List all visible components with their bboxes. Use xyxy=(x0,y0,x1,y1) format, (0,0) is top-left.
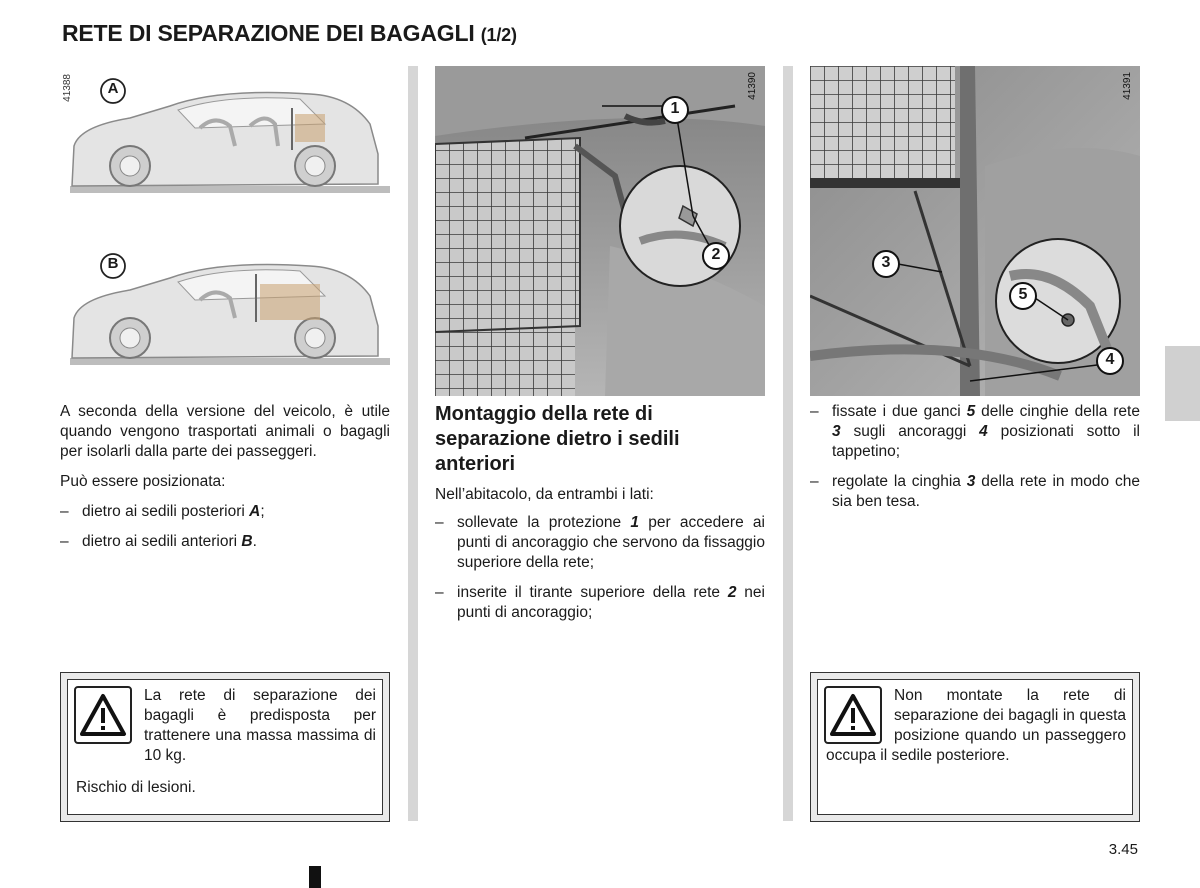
figure-ref-number: 41391 xyxy=(1122,72,1133,100)
warning-box xyxy=(810,672,1140,822)
list-item xyxy=(810,472,1140,512)
list-item-text xyxy=(82,502,390,522)
figure-ref-number: 41390 xyxy=(747,72,758,100)
list-item-end: per accedere ai punti di ancoraggio che servono da fissaggio superiore della rete; xyxy=(457,514,766,571)
net-upper-anchor-illustration xyxy=(435,66,765,396)
list-item-ref: 4 xyxy=(979,423,988,440)
list-item-ref: 3 xyxy=(832,423,841,440)
warning-text-body: Non montate la rete di separazione dei bagagli in questa posizione quando un passeggero occupa il sedile posteriore. xyxy=(826,687,1126,764)
callout-5: 5 xyxy=(1018,286,1028,303)
warning-text: La rete di separazione dei bagagli è predisposta per trattenere una massa massima di 10 kg. xyxy=(144,687,376,764)
warning-triangle-icon xyxy=(74,686,132,744)
list-item-end: della rete in modo che sia ben tesa. xyxy=(832,473,1140,510)
list-item-end: posizionati sotto il tappetino; xyxy=(832,423,1140,460)
list-item-text xyxy=(457,583,765,623)
page-title-text: RETE DI SEPARAZIONE DEI BAGAGLI xyxy=(62,20,475,46)
list-item-end: nei punti di ancoraggio; xyxy=(457,584,765,621)
figure-ref-number: 41388 xyxy=(62,74,73,102)
car-illustrations xyxy=(60,66,390,376)
list-item-body: sugli ancoraggi xyxy=(840,423,980,440)
list-item xyxy=(435,583,765,623)
list-dash: – xyxy=(810,403,819,420)
figure-label-b: B xyxy=(107,255,119,272)
list-item-body: regolate la cinghia xyxy=(832,473,967,490)
column-divider xyxy=(783,66,793,821)
list-dash: – xyxy=(60,503,69,520)
callout-4: 4 xyxy=(1105,351,1115,368)
column-2-text xyxy=(435,402,765,623)
list-item xyxy=(60,502,390,522)
list-item-text xyxy=(832,402,1140,462)
net-strap-anchor-illustration xyxy=(810,66,1140,396)
list-item-end: . xyxy=(252,533,257,550)
list-item-ref: B xyxy=(241,533,253,550)
list-dash: – xyxy=(60,533,69,550)
list-dash: – xyxy=(435,514,444,531)
list-item-end: ; xyxy=(260,503,265,520)
list-item-text xyxy=(832,472,1140,512)
list-item-body: dietro ai sedili anteriori xyxy=(82,533,242,550)
figure-label-a: A xyxy=(107,80,119,97)
page-title-part: (1/2) xyxy=(480,25,517,45)
list-item-body: inserite il tirante superiore della rete xyxy=(457,584,728,601)
list-item-ref: 1 xyxy=(630,514,640,531)
list-item-body: dietro ai sedili posteriori xyxy=(82,503,250,520)
warning-inner xyxy=(817,679,1133,815)
column-divider xyxy=(408,66,418,821)
warning-risk: Rischio di lesioni. xyxy=(76,779,196,796)
section-heading: Montaggio della rete di separazione dietro i sedili anteriori xyxy=(435,403,680,475)
column-3-text xyxy=(810,402,1140,512)
list-item-ref: 3 xyxy=(966,473,976,490)
net-strap-anchor-photo xyxy=(810,66,1140,396)
vehicle-positions-figure xyxy=(60,66,390,376)
list-item xyxy=(810,402,1140,462)
net-upper-anchor-photo xyxy=(435,66,765,396)
column-1-text xyxy=(60,402,390,552)
warning-text xyxy=(826,686,1126,766)
page-title xyxy=(62,20,517,47)
warning-box xyxy=(60,672,390,822)
list-item-body: fissate i due ganci xyxy=(832,403,967,420)
position-intro: Può essere posizionata: xyxy=(60,473,226,490)
callout-3: 3 xyxy=(881,254,891,271)
callout-2: 2 xyxy=(711,246,721,263)
list-item-body: delle cinghie della rete xyxy=(975,403,1140,420)
page-number: 3.45 xyxy=(1108,841,1138,858)
list-item-text xyxy=(82,532,390,552)
list-dash: – xyxy=(435,584,444,601)
section-intro: Nell’abitacolo, da entrambi i lati: xyxy=(435,486,654,503)
binding-mark xyxy=(309,866,321,888)
list-item-ref: 2 xyxy=(727,584,737,601)
intro-paragraph: A seconda della versione del veicolo, è utile quando vengono trasportati animali o bagagli per isolarli dalla parte dei passeggeri. xyxy=(60,403,390,460)
list-item-ref: A xyxy=(249,503,261,520)
callout-1: 1 xyxy=(670,100,680,117)
list-item-ref: 5 xyxy=(966,403,976,420)
list-item-text xyxy=(457,513,765,573)
section-tab xyxy=(1165,346,1200,421)
list-dash: – xyxy=(810,473,819,490)
list-item xyxy=(60,532,390,552)
list-item xyxy=(435,513,765,573)
list-item-body: sollevate la protezione xyxy=(457,514,631,531)
warning-inner xyxy=(67,679,383,815)
